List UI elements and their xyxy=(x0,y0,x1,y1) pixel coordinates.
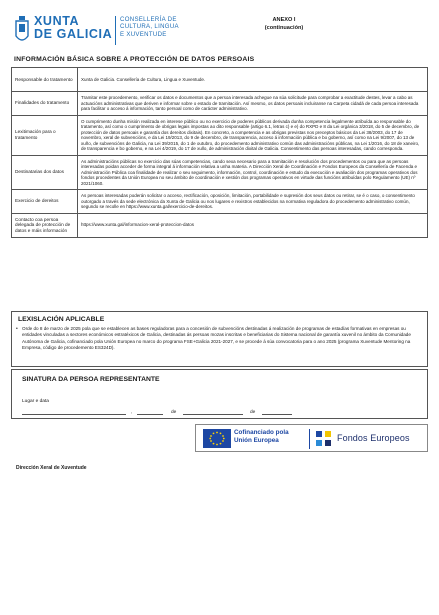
annex-subtitle: (continuación) xyxy=(264,24,304,31)
logo-divider xyxy=(115,16,116,45)
table-row xyxy=(12,213,428,237)
eu-logo-divider xyxy=(309,429,310,449)
annex-title: ANEXO I xyxy=(272,17,296,23)
row-value: As persoas interesadas poderán solicitar o acceso, rectificación, oposición, limitación, portabilidade e supresión dos seus datos ou retirar, se é o caso, o consentimento outorgado a través da sede electrónica da Xunta de Galicia ou nos lugares e rexistros establecidos na normativa reguladora do procedemento administrativo común, segundo se recolle en https://www.xunta.gal/exercicio-de-dereitos. xyxy=(78,190,428,214)
table-row xyxy=(12,190,428,214)
row-label: Contacto coa persoa delegada de protección de datos e máis información xyxy=(12,213,78,237)
annex-heading xyxy=(224,17,344,32)
row-value xyxy=(78,213,428,237)
table-row xyxy=(12,155,428,190)
table-row xyxy=(12,68,428,92)
month-field[interactable] xyxy=(183,414,243,415)
place-date-label: Lugar e data xyxy=(22,399,49,404)
row-value: Tramitar este procedemento, verificar os datos e documentos que a persoa interesada achegue na súa solicitude para comprobar a exactitude destes, levar a cabo as actuacións administrativas que deriven e informar sobre o estado de tramitación. Así mesmo, os datos persoais incluiranse na Carpeta cidadá de cada persoa interesada para facilitar o acceso á información, tanto persoal como de carácter administrativo. xyxy=(78,92,428,116)
logo-wordmark: XUNTA DE GALICIA xyxy=(34,14,113,41)
european-funds-text: Fondos Europeos xyxy=(337,433,410,443)
european-funds-icon xyxy=(315,430,332,447)
date-de-1: de xyxy=(171,410,177,415)
bullet-icon: • xyxy=(16,326,18,332)
place-field[interactable] xyxy=(22,414,126,415)
row-label: Responsable do tratamento xyxy=(12,68,78,92)
row-value: O cumprimento dunha misión realizada en interese público ou no exercicio de poderes públicos derivada dunha competencia legalmente atribuída ao responsable do tratamento, así como o cumprimento de obrigas legais impostas ao dito responsable (artigo 6.1, letras c) e e) do RXPD e 8 da Lei orgánica 3/2018, do 5 de decembro, de protección de datos persoais e garantía dos dereitos dixitais). En concreto, a competencia e as obrigas previstas nos preceptos básicos da Lei 38/2003, do 17 de novembro, xeral de subvencións, e da Lei 19/2013, do 9 de decembro, de transparencia, acceso á información pública e bo goberno, así como na Lei 9/2007, do 13 de xuño, de subvencións de Galicia, na Lei 39/2015, do 1 de outubro, do procedemento administrativo común das administracións públicas, na Lei 1/2016, do 18 de xaneiro, de transparencia e bo goberno, e na Lei 4/2019, do 17 de xullo, de administración dixital de Galicia. Consentimento das persoas interesadas, cando corresponda. xyxy=(78,115,428,155)
eu-cofunding-logo xyxy=(195,424,428,452)
page-header xyxy=(14,14,428,52)
footer-department: Dirección Xeral de Xuventude xyxy=(16,465,87,471)
year-field[interactable] xyxy=(262,414,292,415)
date-de-2: de xyxy=(250,410,256,415)
logo-department: CONSELLERÍA DE CULTURA, LINGUA E XUVENTUDE xyxy=(120,16,179,38)
xunta-logo xyxy=(14,14,214,48)
data-protection-title: INFORMACIÓN BÁSICA SOBRE A PROTECCIÓN DE DATOS PERSOAIS xyxy=(14,56,255,63)
signature-title: SINATURA DA PERSOA REPRESENTANTE xyxy=(22,376,160,383)
legislation-item: • Orde do 8 de marzo de 2025 pola que se establecen as bases reguladoras para a concesión de subvencións destinadas á realización de programas de estadías formativas en empresas ou entidades vinculadas a sectores económicos estratéxicos de Galicia, destinadas ás persoas mozas inscritas e beneficiarias do Sistema nacional de garantía xuvenil no ámbito da Comunidade Autónoma de Galicia, cofinanciado pola Unión Europea no marco do programa FSE+Galicia 2021-2027, e se procede á súa convocatoria para o ano 2025 (programa Xuventude Mentoring na Empresa, código de procedemento ES324D). xyxy=(16,326,411,351)
row-label: Exercicio de dereitos xyxy=(12,190,78,214)
xunta-crest-icon xyxy=(14,16,30,46)
legislation-box xyxy=(11,311,428,367)
data-protection-table xyxy=(11,67,428,238)
eu-cofunding-text: Cofinanciado pola Unión Europea xyxy=(234,429,289,444)
row-value: Xunta de Galicia. Consellería de Cultura, Lingua e Xuventude. xyxy=(78,68,428,92)
day-field[interactable] xyxy=(137,414,163,415)
signature-box xyxy=(11,369,428,419)
table-row xyxy=(12,92,428,116)
row-label: Destinatarias dos datos xyxy=(12,155,78,190)
row-label: Finalidades do tratamento xyxy=(12,92,78,116)
row-value: As administracións públicas no exercicio das súas competencias, cando sexa necesario para a tramitación e resolución dos procedementos ou para que as persoas interesadas poidan acceder de forma integral á información relativa a unha materia. A Dirección Xeral de Coordinación e Fondos Europeos da Consellería de Facenda e Administración Pública coa finalidade de realizar o seu seguimento, información, control, coordinación e estudo da execución e avaliación dos programas operativos dos fondos procedentes da Unión Europea no seu ámbito de coordinación e xestión dos programas operativos en virtude das funcións atribuídas polo Regulamento (UE) nº 2021/1060. xyxy=(78,155,428,190)
eu-flag-icon xyxy=(203,429,231,448)
row-label: Lexitimación para o tratamento xyxy=(12,115,78,155)
legislation-title: LEXISLACIÓN APLICABLE xyxy=(18,316,105,323)
data-protection-link[interactable]: https://www.xunta.gal/informacion-xeral-proteccion-datos xyxy=(81,222,195,228)
date-comma: , xyxy=(131,410,133,415)
table-row xyxy=(12,115,428,155)
